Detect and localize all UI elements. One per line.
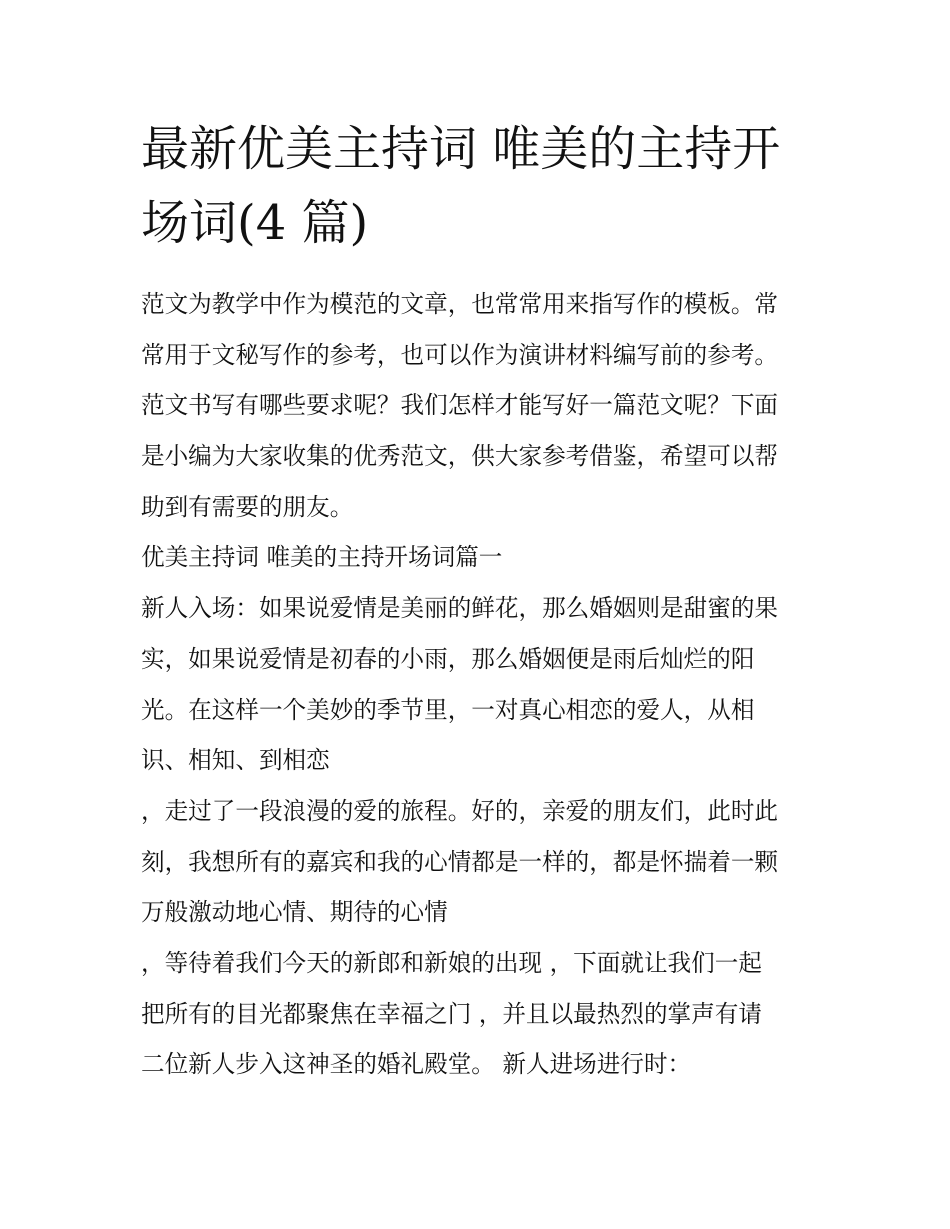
body-line: ，走过了一段浪漫的爱的旅程。好的，亲爱的朋友们，此时此	[141, 796, 779, 825]
body-line: 新人入场：如果说爱情是美丽的鲜花，那么婚姻则是甜蜜的果	[141, 594, 779, 623]
document-title	[141, 112, 821, 260]
body-line: 万般激动地心情、期待的心情	[141, 898, 448, 927]
section-heading: 优美主持词 唯美的主持开场词篇一	[141, 543, 503, 572]
title-line-2: 场词(4 篇)	[141, 195, 369, 251]
body-line: 常用于文秘写作的参考，也可以作为演讲材料编写前的参考。	[141, 340, 779, 369]
body-line: 是小编为大家收集的优秀范文，供大家参考借鉴，希望可以帮	[141, 442, 779, 471]
body-line: 实，如果说爱情是初春的小雨，那么婚姻便是雨后灿烂的阳	[141, 644, 755, 673]
body-line: 光。在这样一个美妙的季节里，一对真心相恋的爱人，从相	[141, 695, 755, 724]
body-line: ，等待着我们今天的新郎和新娘的出现 ，下面就让我们一起	[141, 948, 762, 977]
body-line: 范文书写有哪些要求呢？我们怎样才能写好一篇范文呢？下面	[141, 391, 779, 420]
body-line: 刻，我想所有的嘉宾和我的心情都是一样的，都是怀揣着一颗	[141, 847, 779, 876]
title-line-1: 最新优美主持词 唯美的主持开	[141, 121, 781, 177]
body-line: 把所有的目光都聚焦在幸福之门 ，并且以最热烈的掌声有请	[141, 999, 762, 1028]
body-line: 范文为教学中作为模范的文章，也常常用来指写作的模板。常	[141, 290, 779, 318]
body-line: 二位新人步入这神圣的婚礼殿堂。 新人进场进行时：	[141, 1050, 692, 1079]
body-line: 识、相知、到相恋	[141, 746, 330, 775]
body-line: 助到有需要的朋友。	[141, 492, 354, 521]
document-body	[141, 279, 831, 1090]
